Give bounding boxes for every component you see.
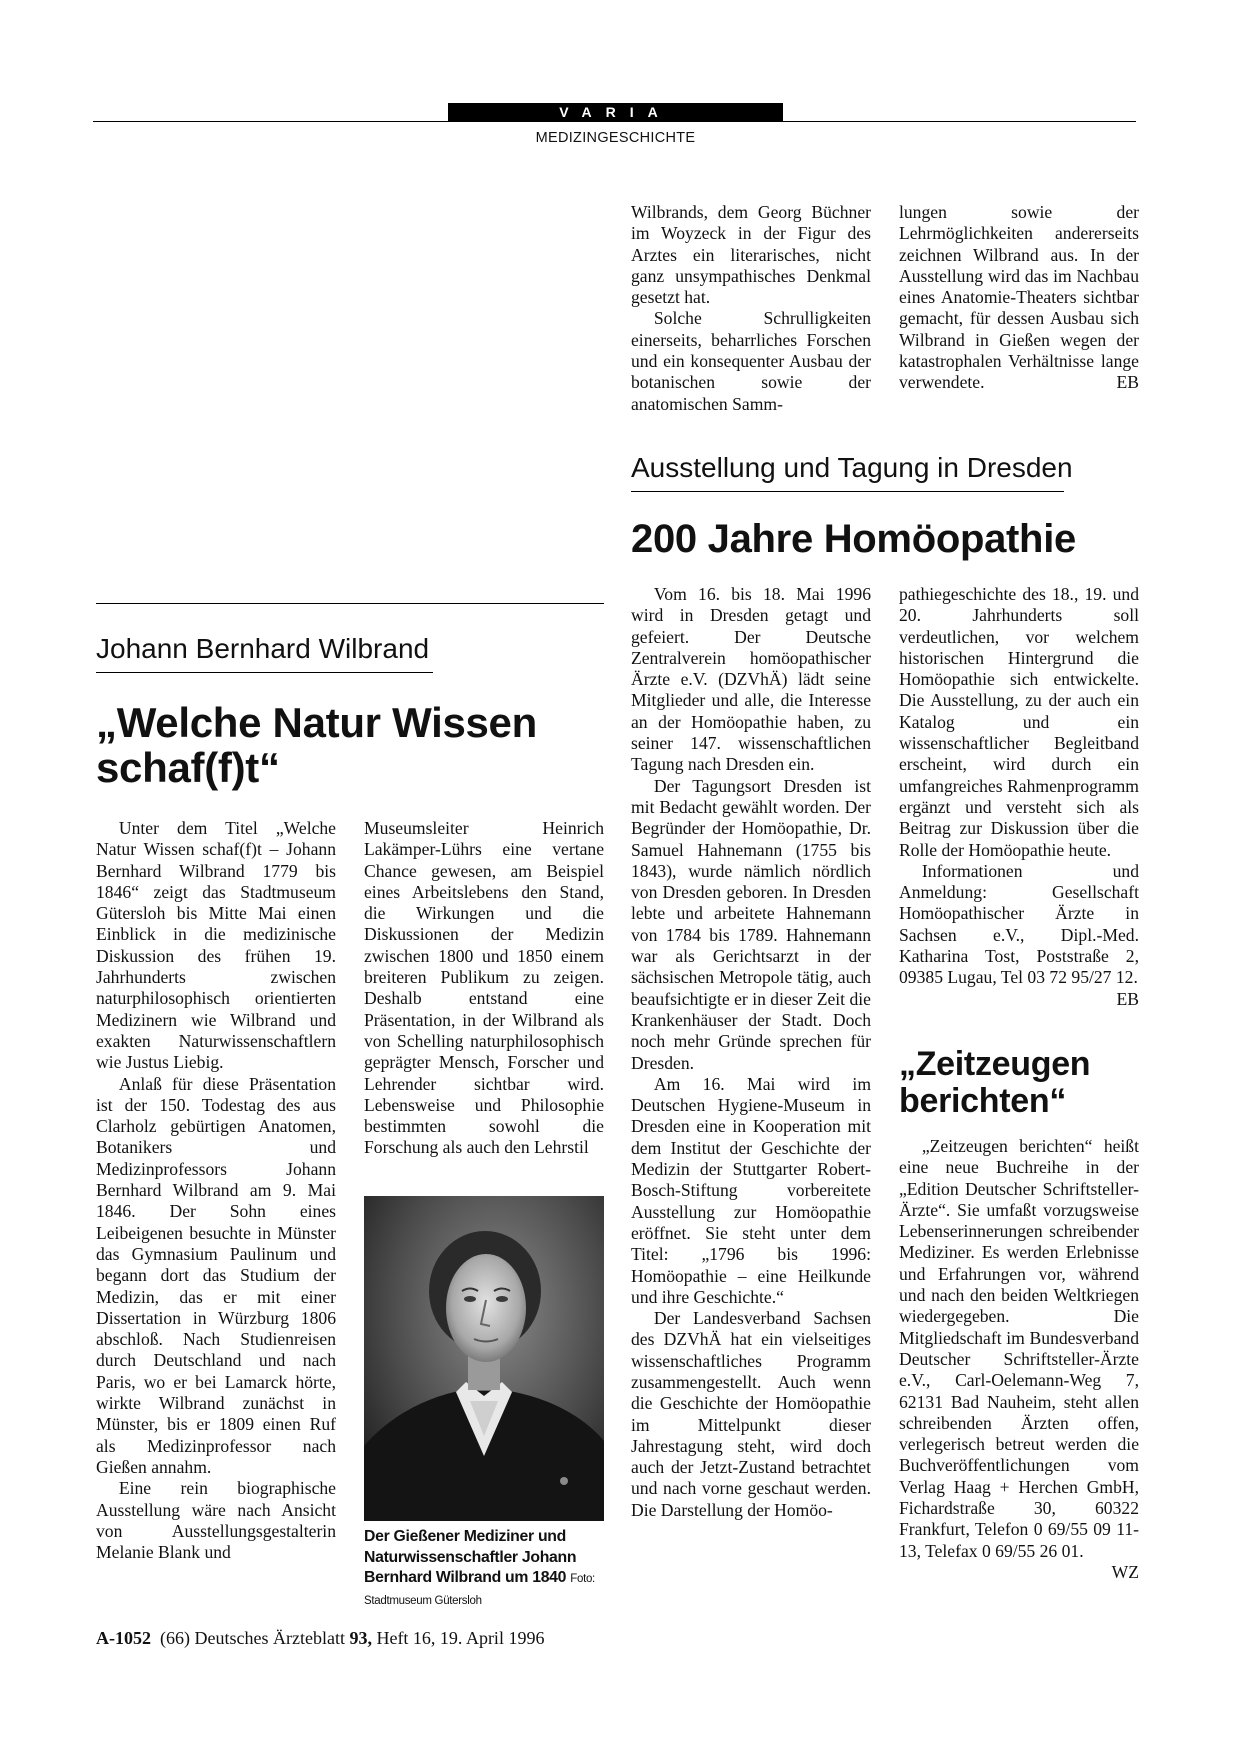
zeitzeugen-body <box>899 1136 1139 1583</box>
homoeopathie-col1 <box>631 584 871 1521</box>
paragraph: pathiegeschichte des 18., 19. und 20. Jahrhunderts soll verdeutlichen, vor welchem historischen Hintergrund die Homöopathie sich entwickelte. Die Ausstellung, zu der auch ein Katalog und ein wissenschaftlicher Begleitband erscheint, wird durch ein umfangreiches Rahmenprogramm ergänzt und versteht sich als Beitrag zur Diskussion über die Rolle der Homöopathie heute. <box>899 584 1139 860</box>
page-code: A-1052 <box>96 1628 151 1648</box>
paragraph: Unter dem Titel „Welche Natur Wissen schaf(f)t – Johann Bernhard Wilbrand 1779 bis 1846“ zeigt das Stadtmuseum Gütersloh bis Mitte Mai einen Einblick in die medizinische Diskussion des frühen 19. Jahrhunderts zwischen naturphilosophisch orientierten Medizinern wie Wilbrand und exakten Naturwissenschaftlern wie Justus Liebig. <box>96 818 336 1073</box>
caption-text: Der Gießener Mediziner und Naturwissenschaftler Johann Bernhard Wilbrand um 1840 <box>364 1528 577 1586</box>
wilbrand-col1 <box>96 818 336 1563</box>
portrait-photo <box>364 1196 604 1521</box>
photo-credit: Foto: Stadtmuseum Gütersloh <box>364 1573 595 1607</box>
photo-caption <box>364 1527 608 1611</box>
paragraph: Wilbrands, dem Georg Büchner im Woyzeck in der Figur des Arztes ein literarisches, nicht ganz unsympathisches Denkmal gesetzt hat. <box>631 202 871 308</box>
paragraph: Anlaß für diese Präsentation ist der 150. Todestag des aus Clarholz gebürtigen Anatomen, Botanikers und Medizinprofessors Johann Bernhard Wilbrand am 9. Mai 1846. Der Sohn eines Leibeigenen besuchte in Münster das Gymnasium Paulinum und begann dort das Studium der Medizin, das er mit einer Dissertation in Würzburg 1806 abschloß. Nach Studienreisen durch Deutschland und nach Paris, wo er bei Lamarck hörte, wirkte Wilbrand zunächst in Münster, bis er 1809 einen Ruf als Medizinprofessor nach Gießen annahm. <box>96 1073 336 1477</box>
journal-name: Deutsches Ärzteblatt <box>194 1628 345 1648</box>
page-number: (66) <box>160 1628 190 1648</box>
paragraph-text: lungen sowie der Lehrmöglichkeiten andererseits zeichnen Wilbrand aus. In der Ausstellung wird das im Nachbau eines Anatomie-Theaters sichtbar gemacht, für dessen Ausbau sich Wilbrand in Gießen wegen der katastrophalen Verhältnisse lange verwendete. <box>899 202 1139 393</box>
wilbrand-continuation-col1 <box>631 202 871 415</box>
section-label: MEDIZINGESCHICHTE <box>535 130 696 146</box>
paragraph: Museumsleiter Heinrich Lakämper-Lührs eine vertane Chance gewesen, am Beispiel eines Arbeitslebens den Stand, die Wirkungen und die Diskussionen der Medizin zwischen 1800 und 1850 einem breiteren Publikum zu zeigen. Deshalb entstand eine Präsentation, in der Wilbrand als von Schelling naturphilosophisch geprägter Mensch, Forscher und Lehrender sichtbar wird. Lebensweise und Philosophie bestimmten sowohl die Forschung als auch den Lehrstil <box>364 818 604 1158</box>
article-headline: „Welche Natur Wissen schaf(f)t“ <box>96 699 537 792</box>
journal-issue: Heft 16, 19. April 1996 <box>376 1628 545 1648</box>
paragraph <box>899 202 1139 394</box>
wilbrand-col2 <box>364 818 604 1159</box>
author-signature: EB <box>1116 372 1139 393</box>
author-signature: EB <box>1116 988 1139 1009</box>
article-separator <box>96 603 604 604</box>
paragraph: Am 16. Mai wird im Deutschen Hygiene-Museum in Dresden eine in Kooperation mit dem Institut der Geschichte der Medizin der Stuttgarter Robert-Bosch-Stiftung vorbereitete Ausstellung zur Homöopathie eröffnet. Sie steht unter dem Titel: „1796 bis 1996: Homöopathie – eine Heilkunde und ihre Geschichte.“ <box>631 1073 871 1307</box>
kicker-underline <box>631 491 1064 492</box>
paragraph: Vom 16. bis 18. Mai 1996 wird in Dresden getagt und gefeiert. Der Deutsche Zentralverein homöopathischer Ärzte e.V. (DZVhÄ) lädt seine Mitglieder und alle, die Interesse an der Homöopathie haben, zu seiner 147. wissenschaftlichen Tagung nach Dresden ein. <box>631 584 871 775</box>
paragraph <box>899 1136 1139 1582</box>
paragraph: Der Landesverband Sachsen des DZVhÄ hat ein vielseitiges wissenschaftliches Programm zusammengestellt. Auch wenn die Geschichte der Homöopathie im Mittelpunkt dieser Jahrestagung steht, wird doch auch der Jetzt-Zustand betrachtet und nach vorne geschaut werden. Die Darstellung der Homöo- <box>631 1308 871 1520</box>
article-headline: 200 Jahre Homöopathie <box>631 517 1076 561</box>
section-bar: VARIA <box>448 103 783 122</box>
paragraph: Der Tagungsort Dresden ist mit Bedacht gewählt worden. Der Begründer der Homöopathie, Dr. Samuel Hahnemann (1755 bis 1843), wurde nämlich nördlich von Dresden geboren. In Dresden lebte und arbeitete Hahnemann von 1784 bis 1789. Hahnemann war als Gerichtsarzt in der sächsischen Metropole tätig, auch beaufsichtigte er in dieser Zeit die Krankenhäuser der Stadt. Doch noch mehr Gründe sprechen für Dresden. <box>631 775 871 1073</box>
homoeopathie-col2 <box>899 584 1139 1010</box>
paragraph-text: „Zeitzeugen berichten“ heißt eine neue Buchreihe in der „Edition Deutscher Schriftsteller-Ärzte“. Sie umfaßt vorzugsweise Lebenserinnerungen schreibender Mediziner. Es werden Erlebnisse und Erfahrungen vor, während und nach den beiden Weltkriegen wiedergegeben. Die Mitgliedschaft im Bundesverband Deutscher Schriftsteller-Ärzte e.V., Carl-Oelemann-Weg 7, 62131 Bad Nauheim, steht allen schreibenden Ärzten offen, verlegerisch betreut werden die Buchveröffentlichungen vom Verlag Haag + Herchen GmbH, Fichardstraße 30, 60322 Frankfurt, Telefon 0 69/55 09 11-13, Telefax 0 69/55 26 01. <box>899 1136 1139 1561</box>
author-signature: WZ <box>1111 1561 1139 1582</box>
article-headline: „Zeitzeugen berichten“ <box>899 1045 1091 1120</box>
page-footer <box>96 1628 544 1649</box>
journal-volume: 93, <box>349 1628 372 1648</box>
article-kicker: Ausstellung und Tagung in Dresden <box>631 452 1073 483</box>
paragraph: Solche Schrulligkeiten einerseits, beharrliches Forschen und ein konsequenter Ausbau der botanischen sowie der anatomischen Samm- <box>631 308 871 414</box>
wilbrand-continuation-col2 <box>899 202 1139 394</box>
paragraph <box>899 860 1139 1009</box>
portrait-illustration <box>364 1196 604 1521</box>
paragraph: Eine rein biographische Ausstellung wäre nach Ansicht von Ausstellungsgestalterin Melanie Blank und <box>96 1478 336 1563</box>
kicker-underline <box>96 672 433 673</box>
paragraph-text: Informationen und Anmeldung: Gesellschaft Homöopathischer Ärzte in Sachsen e.V., Dipl.-Med. Katharina Tost, Poststraße 2, 09385 Lugau, Tel 03 72 95/27 12. <box>899 860 1139 988</box>
article-kicker: Johann Bernhard Wilbrand <box>96 633 430 664</box>
